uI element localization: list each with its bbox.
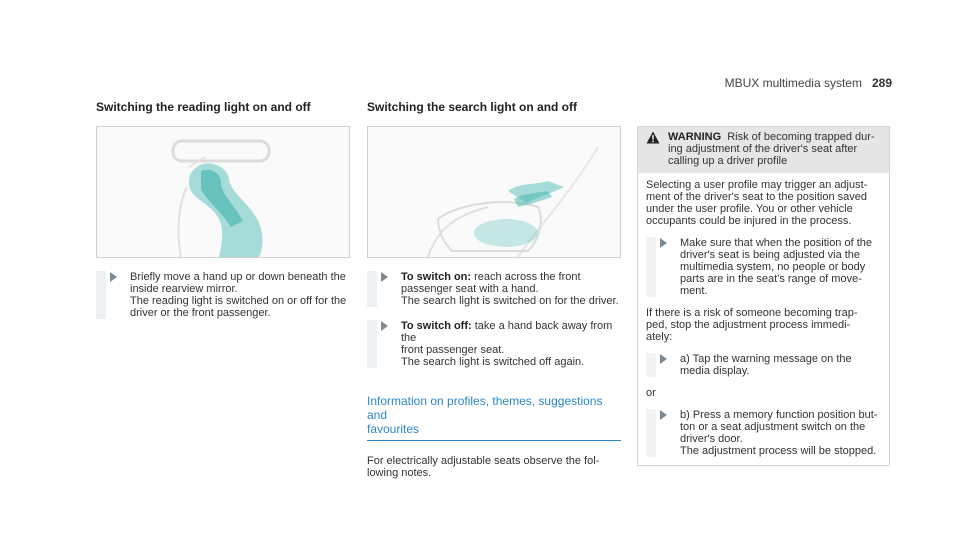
warning-header xyxy=(638,127,889,173)
reading-light-step xyxy=(96,271,350,319)
arrow-right-icon xyxy=(110,272,117,282)
reading-light-gesture-illustration xyxy=(97,127,350,257)
step-bar xyxy=(646,409,656,457)
step-text-line: reach across the front xyxy=(471,271,581,283)
info-body-line: For electrically adjustable seats observe the fol- xyxy=(367,455,600,467)
warning-label: WARNING xyxy=(668,131,722,143)
step-text-line: driver or the front passenger. xyxy=(130,307,271,319)
step-text-line: The search light is switched off again. xyxy=(401,356,585,368)
step-text-line: driver's seat is being adjusted via the xyxy=(680,249,861,261)
warning-box xyxy=(637,126,890,466)
step-text-line: passenger seat with a hand. xyxy=(401,283,539,295)
step-bar xyxy=(646,237,656,297)
warning-text-line: occupants could be injured in the process. xyxy=(646,215,852,227)
step-text-line: a) Tap the warning message on the xyxy=(680,353,852,365)
info-body-line: lowing notes. xyxy=(367,467,432,479)
step-text-line: Briefly move a hand up or down beneath the xyxy=(130,271,346,283)
reading-light-section xyxy=(96,100,350,319)
step-text-line: The search light is switched on for the driver. xyxy=(401,295,619,307)
step-text-line: driver's door. xyxy=(680,433,743,445)
switch-on-label: To switch on: xyxy=(401,271,472,283)
or-text: or xyxy=(646,387,656,399)
step-text-line: inside rearview mirror. xyxy=(130,283,238,295)
header-title: MBUX multimedia system xyxy=(724,76,862,90)
info-profiles-body xyxy=(367,455,621,479)
arrow-right-icon xyxy=(381,321,388,331)
arrow-right-icon xyxy=(660,410,667,420)
step-bar xyxy=(96,271,106,319)
warning-head-line: Risk of becoming trapped dur- xyxy=(724,131,875,143)
warning-text-line: If there is a risk of someone becoming trap- xyxy=(646,307,858,319)
step-text-line: ment. xyxy=(680,285,708,297)
search-light-step-on xyxy=(367,271,621,307)
search-light-section xyxy=(367,100,621,479)
page-header xyxy=(725,76,892,90)
warning-text-line: ped, stop the adjustment process immedi- xyxy=(646,319,851,331)
search-light-heading: Switching the search light on and off xyxy=(367,100,578,114)
warning-text-line: Selecting a user profile may trigger an adjust- xyxy=(646,179,868,191)
step-text-line: ton or a seat adjustment switch on the xyxy=(680,421,866,433)
step-bar xyxy=(367,320,377,368)
step-text-line: take a hand back away from the xyxy=(401,320,613,344)
step-text-line: multimedia system, no people or body xyxy=(680,261,866,273)
step-text-line: The adjustment process will be stopped. xyxy=(680,445,877,457)
search-light-figure xyxy=(367,126,621,258)
reading-light-heading: Switching the reading light on and off xyxy=(96,100,311,114)
warning-triangle-icon xyxy=(646,131,660,144)
step-text-line: The reading light is switched on or off for the xyxy=(130,295,347,307)
warning-paragraph-2 xyxy=(646,307,881,343)
step-text-line: b) Press a memory function position but- xyxy=(680,409,878,421)
search-light-step-off xyxy=(367,320,621,368)
reading-light-figure xyxy=(96,126,350,258)
warning-step-3 xyxy=(646,409,881,457)
arrow-right-icon xyxy=(381,272,388,282)
warning-step-1 xyxy=(646,237,881,297)
arrow-right-icon xyxy=(660,354,667,364)
step-text-line: media display. xyxy=(680,365,750,377)
warning-text-line: ately: xyxy=(646,331,673,343)
step-text-line: front passenger seat. xyxy=(401,344,505,356)
info-profiles-heading xyxy=(367,394,621,441)
step-bar xyxy=(367,271,377,307)
step-text-line: Make sure that when the position of the xyxy=(680,237,873,249)
warning-paragraph-1 xyxy=(646,179,881,227)
warning-head-line: ing adjustment of the driver's seat after xyxy=(668,143,858,155)
page-number: 289 xyxy=(871,76,892,90)
warning-text-line: ment of the driver's seat to the position saved xyxy=(646,191,867,203)
step-text-line: parts are in the seat's range of move- xyxy=(680,273,862,285)
warning-text-line: under the user profile. You or other vehicle xyxy=(646,203,853,215)
info-title-line: favourites xyxy=(367,422,420,436)
switch-off-label: To switch off: xyxy=(401,320,472,332)
info-title-line: Information on profiles, themes, suggestions and xyxy=(367,394,603,422)
warning-body xyxy=(638,173,889,465)
warning-head-line: calling up a driver profile xyxy=(668,155,788,167)
arrow-right-icon xyxy=(660,238,667,248)
warning-step-2 xyxy=(646,353,881,377)
search-light-gesture-illustration xyxy=(368,127,621,257)
step-bar xyxy=(646,353,656,377)
warning-section xyxy=(637,126,890,466)
